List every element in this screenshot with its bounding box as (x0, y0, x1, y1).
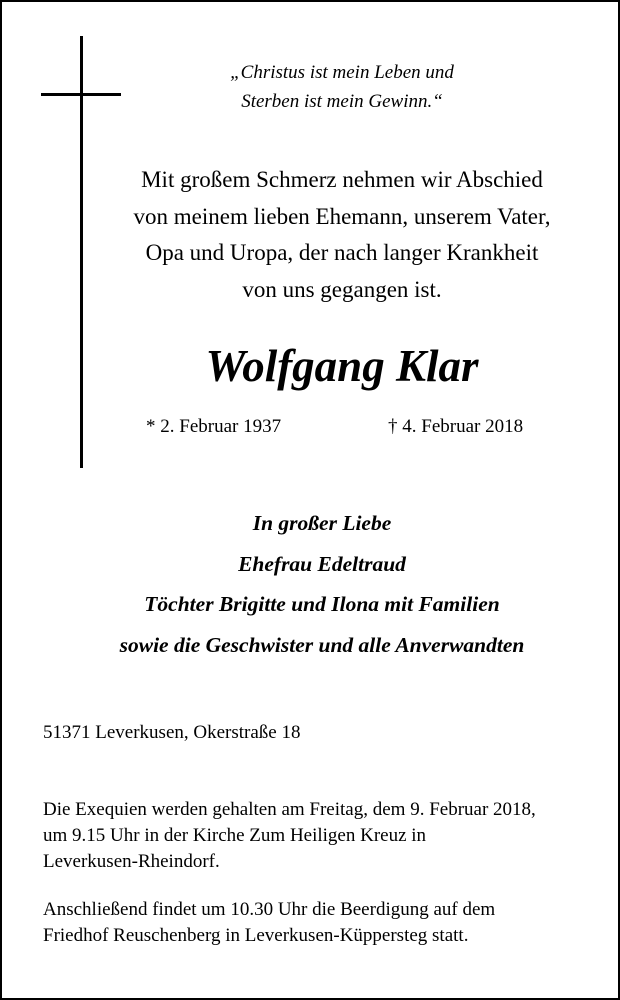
mourner-line: Töchter Brigitte und Ilona mit Familien (144, 592, 500, 616)
service-info (43, 797, 613, 875)
birth-date: * 2. Februar 1937 (146, 416, 282, 437)
cross-icon-vertical (80, 36, 83, 468)
quote-line: Sterben ist mein Gewinn.“ (241, 91, 443, 112)
cross-icon-horizontal (41, 93, 121, 96)
mourner-line: In großer Liebe (252, 511, 392, 535)
service-line: Die Exequien werden gehalten am Freitag, dem 9. Februar 2018, (43, 799, 536, 820)
death-date: † 4. Februar 2018 (388, 416, 524, 437)
farewell-line: Mit großem Schmerz nehmen wir Abschied (141, 167, 543, 192)
quote-line: „Christus ist mein Leben und (230, 62, 454, 83)
mourners-list (22, 503, 620, 665)
mourner-line: Ehefrau Edeltraud (238, 551, 406, 576)
farewell-line: von meinem lieben Ehemann, unserem Vater, (133, 203, 551, 229)
burial-line: Anschließend findet um 10.30 Uhr die Beerdigung auf dem (43, 899, 496, 920)
bible-quote (132, 58, 552, 116)
service-line: um 9.15 Uhr in der Kirche Zum Heiligen Kreuz in (43, 825, 427, 846)
service-line: Leverkusen-Rheindorf. (43, 851, 220, 872)
burial-line: Friedhof Reuschenberg in Leverkusen-Küppersteg statt. (43, 925, 469, 946)
family-address: 51371 Leverkusen, Okerstraße 18 (43, 722, 301, 743)
burial-info (43, 897, 613, 949)
mourner-line: sowie die Geschwister und alle Anverwandten (119, 632, 525, 657)
farewell-line: Opa und Uropa, der nach langer Krankheit (145, 240, 539, 265)
deceased-name: Wolfgang Klar (205, 341, 479, 391)
farewell-text (92, 162, 592, 308)
farewell-line: von uns gegangen ist. (242, 276, 442, 302)
